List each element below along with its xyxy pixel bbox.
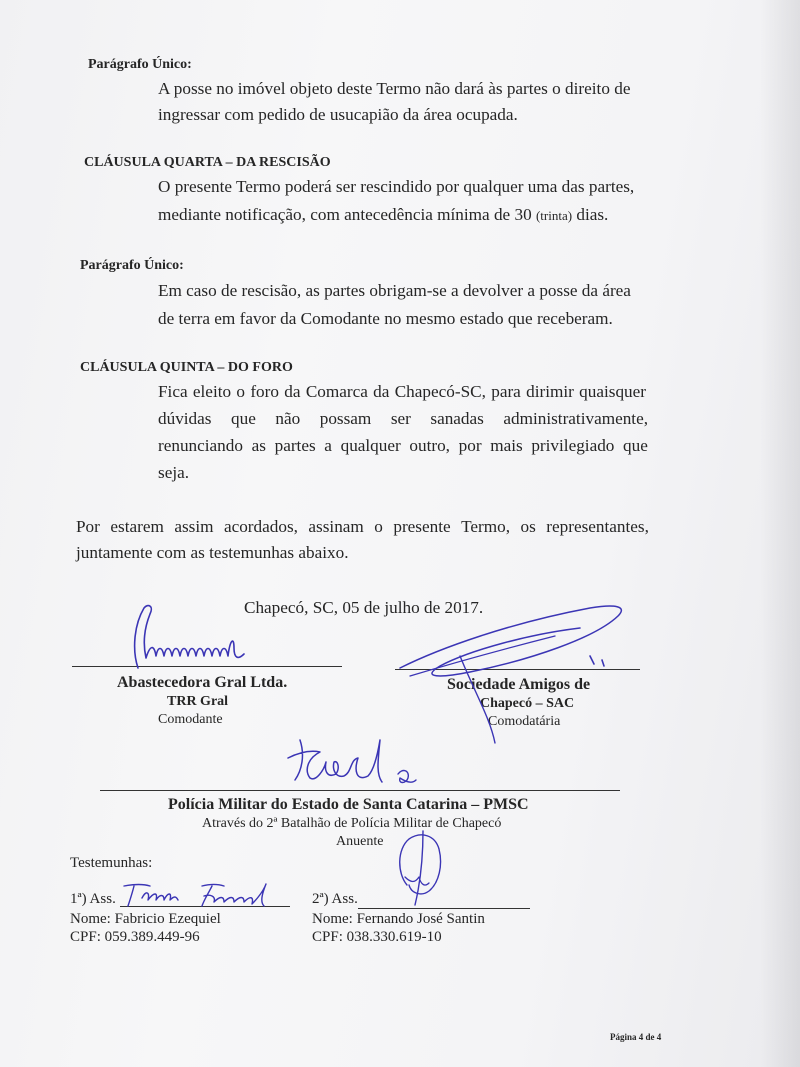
signatory-role: Anuente — [336, 834, 384, 849]
signatory-name: Abastecedora Gral Ltda. — [117, 674, 288, 691]
witness-name: Nome: Fernando José Santin — [312, 911, 485, 927]
paragraph-text: ingressar com pedido de usucapião da área ocupada. — [158, 105, 518, 124]
signatory-role: Comodatária — [488, 714, 561, 729]
paragraph-heading: Parágrafo Único: — [88, 57, 192, 72]
witness-name: Nome: Fabricio Ezequiel — [70, 911, 221, 927]
clause-text: O presente Termo poderá ser rescindido por qualquer uma das partes, — [158, 177, 635, 196]
paragraph-heading: Parágrafo Único: — [80, 258, 184, 273]
closing-text: juntamente com as testemunhas abaixo. — [76, 543, 349, 562]
witness-cpf: CPF: 059.389.449-96 — [70, 929, 200, 945]
page-number: Página 4 de 4 — [610, 1032, 662, 1042]
signature-first-witness-icon — [120, 880, 290, 912]
clause-heading: CLÁUSULA QUARTA – DA RESCISÃO — [84, 155, 331, 170]
signatory-sub: Através do 2ª Batalhão de Polícia Militar de Chapecó — [202, 816, 502, 831]
page-edge-shadow — [760, 0, 800, 1067]
signature-line-center — [100, 790, 620, 791]
clause-heading: CLÁUSULA QUINTA – DO FORO — [80, 360, 293, 375]
place-date: Chapecó, SC, 05 de julho de 2017. — [244, 598, 484, 617]
witness-label: 2ª) Ass. — [312, 891, 358, 907]
signature-right-icon — [380, 598, 640, 748]
signatory-name: Sociedade Amigos de — [447, 676, 591, 693]
clause-text: seja. — [158, 463, 190, 482]
paragraph-text: A posse no imóvel objeto deste Termo não dará às partes o direito de — [158, 79, 631, 98]
clause-text: Fica eleito o foro da Comarca da Chapecó-SC, para dirimir quaisquer — [158, 382, 646, 401]
signature-second-witness-icon — [395, 825, 465, 910]
paragraph-text: de terra em favor da Comodante no mesmo estado que receberam. — [158, 309, 613, 328]
signature-left-icon — [120, 600, 260, 675]
signatory-sub: Chapecó – SAC — [480, 696, 575, 711]
signatory-name: Polícia Militar do Estado de Santa Catarina – PMSC — [168, 796, 529, 813]
witnesses-title: Testemunhas: — [70, 855, 153, 871]
clause-text: mediante notificação, com antecedência mínima de 30 (trinta) dias. — [158, 205, 609, 224]
signature-center-icon — [280, 730, 430, 790]
witness-cpf: CPF: 038.330.619-10 — [312, 929, 442, 945]
signatory-sub: TRR Gral — [167, 694, 229, 709]
signatory-role: Comodante — [158, 712, 223, 727]
clause-text: dúvidas que não possam ser sanadas administrativamente, — [158, 409, 648, 428]
clause-text: renunciando as partes a qualquer outro, por mais privilegiado que — [158, 436, 648, 455]
paragraph-text: Em caso de rescisão, as partes obrigam-se a devolver a posse da área — [158, 281, 631, 300]
witness-label: 1ª) Ass. — [70, 891, 116, 907]
closing-text: Por estarem assim acordados, assinam o presente Termo, os representantes, — [76, 517, 649, 536]
